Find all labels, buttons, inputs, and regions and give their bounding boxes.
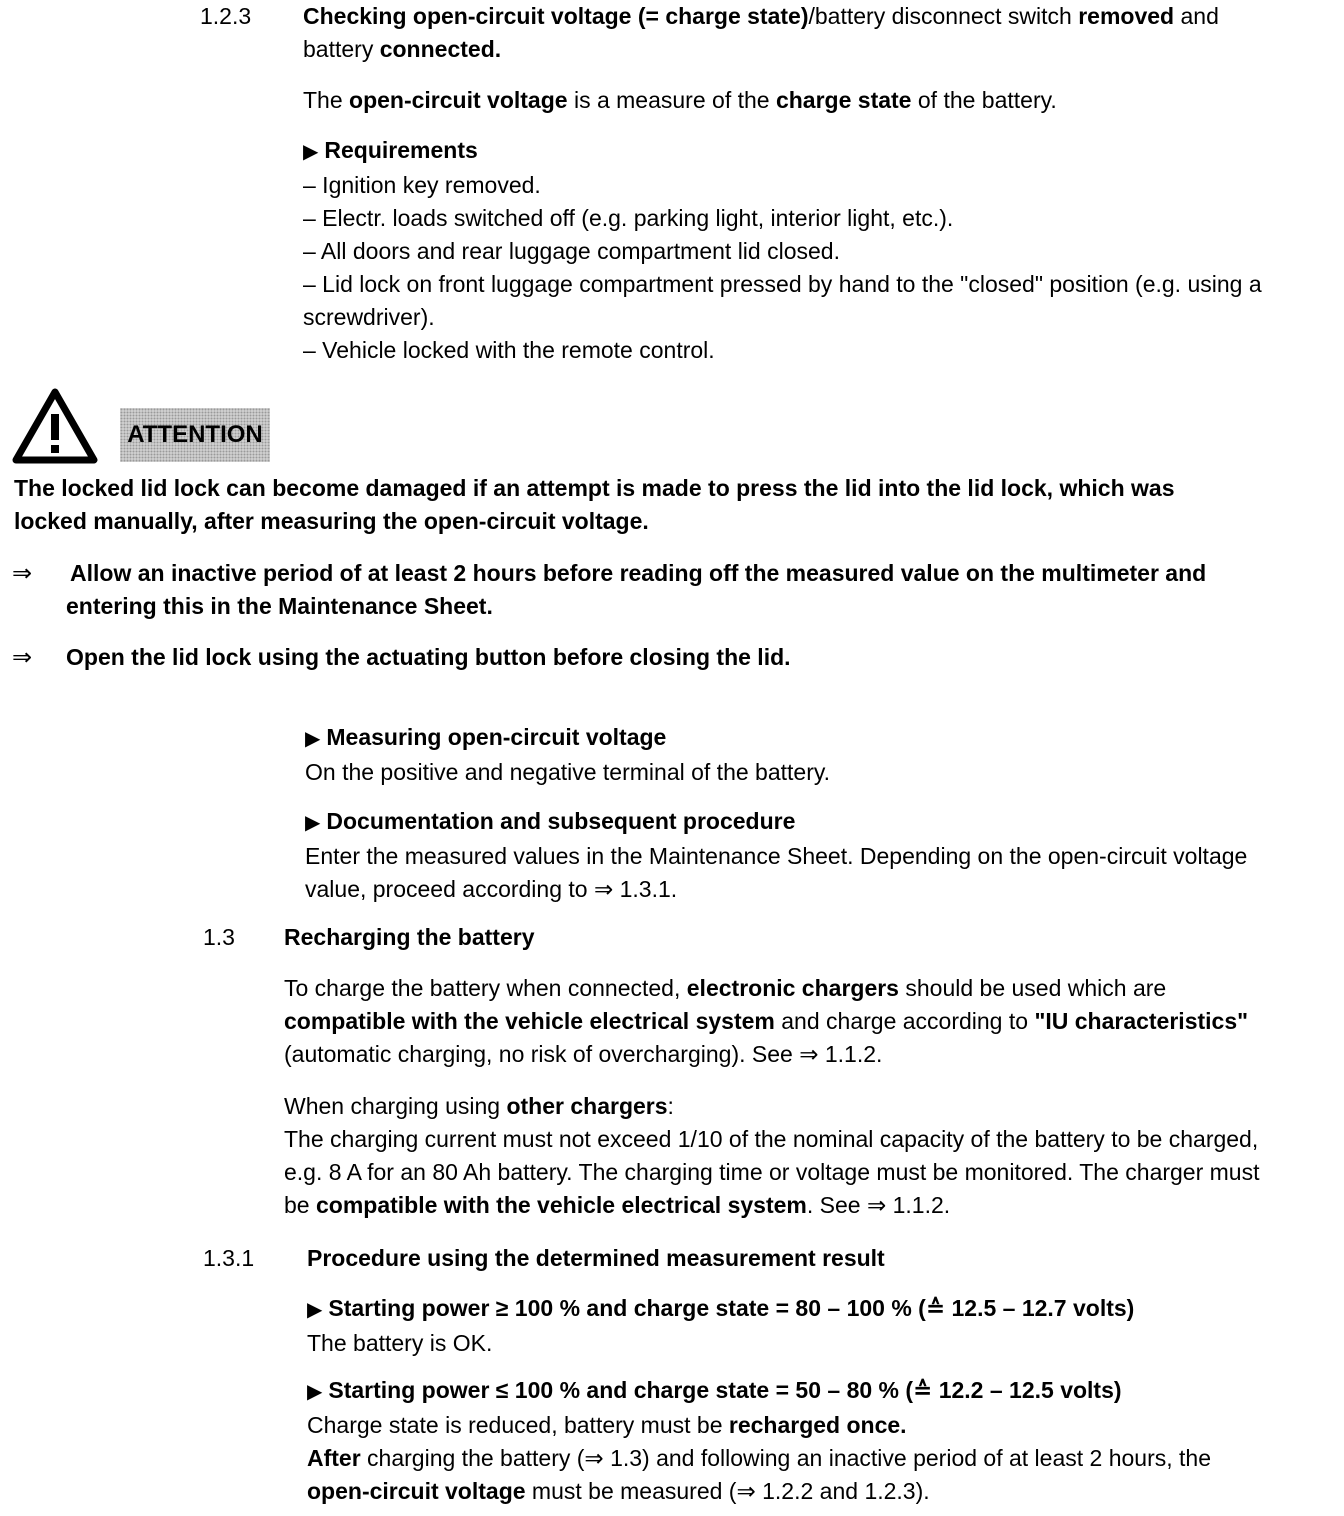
text: be xyxy=(284,1192,316,1218)
bold-text: "IU characteristics" xyxy=(1034,1008,1249,1034)
text: should be used which are xyxy=(898,975,1167,1001)
bold-text: compatible with the vehicle electrical system xyxy=(284,1008,775,1034)
section-number-1-3: 1.3 xyxy=(203,924,235,950)
requirements-heading: ▶ Requirements xyxy=(303,137,478,163)
attention-bullet-2: Open the lid lock using the actuating button before closing the lid. xyxy=(66,644,791,670)
recharging-paragraph-1 xyxy=(284,972,1334,1071)
text: and charge according to xyxy=(774,1008,1035,1034)
text: To charge the battery when connected, xyxy=(284,975,687,1001)
measuring-heading: ▶ Measuring open-circuit voltage xyxy=(305,724,667,750)
requirement-item: screwdriver). xyxy=(303,304,435,330)
case-1-heading: ▶ Starting power ≥ 100 % and charge state = 80 – 100 % (≙ 12.5 – 12.7 volts) xyxy=(307,1295,1135,1321)
intro-text-3: of the battery. xyxy=(911,87,1057,113)
intro-bold-ocv: open-circuit voltage xyxy=(349,87,568,113)
documentation-text: value, proceed according to ⇒ 1.3.1. xyxy=(305,876,678,902)
title-bold-removed: removed xyxy=(1078,3,1175,29)
text: The charging current must not exceed 1/10 of the nominal capacity of the battery to be charged, xyxy=(284,1126,1259,1152)
bullet-line: entering this in the Maintenance Sheet. xyxy=(66,593,493,619)
bold-text: recharged once. xyxy=(728,1412,907,1438)
bullet-line: Allow an inactive period of at least 2 hours before reading off the measured value on the multimeter and xyxy=(70,560,1207,586)
bold-text: electronic chargers xyxy=(686,975,899,1001)
section-number-1-3-1: 1.3.1 xyxy=(203,1245,255,1271)
requirement-item: – Ignition key removed. xyxy=(303,172,541,198)
requirement-item: – All doors and rear luggage compartment lid closed. xyxy=(303,238,840,264)
requirement-item: – Lid lock on front luggage compartment pressed by hand to the "closed" position (e.g. using a xyxy=(303,271,1262,297)
text: : xyxy=(667,1093,674,1119)
case-1-block xyxy=(307,1292,1337,1360)
arrow-right-icon: ⇒ xyxy=(12,644,33,671)
title-normal-and: and xyxy=(1174,3,1219,29)
case-2-block xyxy=(307,1374,1337,1508)
title-normal-battery: battery xyxy=(303,36,380,62)
triangle-bullet-icon: ▶ xyxy=(303,141,319,163)
attention-bullet-1 xyxy=(66,557,1326,623)
requirement-item: – Electr. loads switched off (e.g. parking light, interior light, etc.). xyxy=(303,205,954,231)
recharging-paragraph-2 xyxy=(284,1090,1334,1222)
triangle-bullet-icon: ▶ xyxy=(307,1381,323,1403)
intro-paragraph xyxy=(303,84,1057,117)
section-title-1-3-1: Procedure using the determined measurement result xyxy=(307,1245,885,1271)
intro-text-2: is a measure of the xyxy=(567,87,776,113)
attention-label: ATTENTION xyxy=(120,408,270,462)
triangle-bullet-icon: ▶ xyxy=(305,812,321,834)
bold-text: compatible with the vehicle electrical system xyxy=(315,1192,807,1218)
attention-line: locked manually, after measuring the open-circuit voltage. xyxy=(14,508,649,534)
documentation-heading: ▶ Documentation and subsequent procedure xyxy=(305,808,796,834)
text: charging the battery (⇒ 1.3) and following an inactive period of at least 2 hours, the xyxy=(360,1445,1211,1471)
text: must be measured (⇒ 1.2.2 and 1.2.3). xyxy=(525,1478,930,1504)
title-bold-connected: connected. xyxy=(379,36,502,62)
intro-bold-charge-state: charge state xyxy=(775,87,912,113)
warning-triangle-icon xyxy=(12,388,98,464)
documentation-text: Enter the measured values in the Maintenance Sheet. Depending on the open-circuit voltage xyxy=(305,843,1248,869)
text: Charge state is reduced, battery must be xyxy=(307,1412,729,1438)
triangle-bullet-icon: ▶ xyxy=(307,1299,323,1321)
text: e.g. 8 A for an 80 Ah battery. The charging time or voltage must be monitored. The charger must xyxy=(284,1159,1260,1185)
requirement-item: – Vehicle locked with the remote control. xyxy=(303,337,715,363)
text: (automatic charging, no risk of overcharging). See ⇒ 1.1.2. xyxy=(284,1041,883,1067)
case-1-text: The battery is OK. xyxy=(307,1330,493,1356)
attention-text xyxy=(14,472,1324,538)
intro-text: The xyxy=(303,87,350,113)
text: When charging using xyxy=(284,1093,507,1119)
section-number-1-2-3: 1.2.3 xyxy=(200,3,252,29)
arrow-right-icon: ⇒ xyxy=(12,560,33,587)
bold-text: other chargers xyxy=(506,1093,668,1119)
measuring-block xyxy=(305,721,830,789)
triangle-bullet-icon: ▶ xyxy=(305,728,321,750)
bold-text: After xyxy=(307,1445,361,1471)
documentation-block xyxy=(305,805,1325,906)
title-normal-part: /battery disconnect switch xyxy=(808,3,1079,29)
requirements-block xyxy=(303,134,1323,367)
section-title-1-2-3 xyxy=(303,0,1323,66)
case-2-heading: ▶ Starting power ≤ 100 % and charge state = 50 – 80 % (≙ 12.2 – 12.5 volts) xyxy=(307,1377,1122,1403)
title-bold-part: Checking open-circuit voltage (= charge state) xyxy=(303,3,809,29)
measuring-text: On the positive and negative terminal of the battery. xyxy=(305,759,831,785)
section-title-1-3: Recharging the battery xyxy=(284,924,535,950)
attention-line: The locked lid lock can become damaged if an attempt is made to press the lid into the lid lock, which was xyxy=(14,475,1175,501)
bold-text: open-circuit voltage xyxy=(307,1478,526,1504)
text: . See ⇒ 1.1.2. xyxy=(806,1192,951,1218)
